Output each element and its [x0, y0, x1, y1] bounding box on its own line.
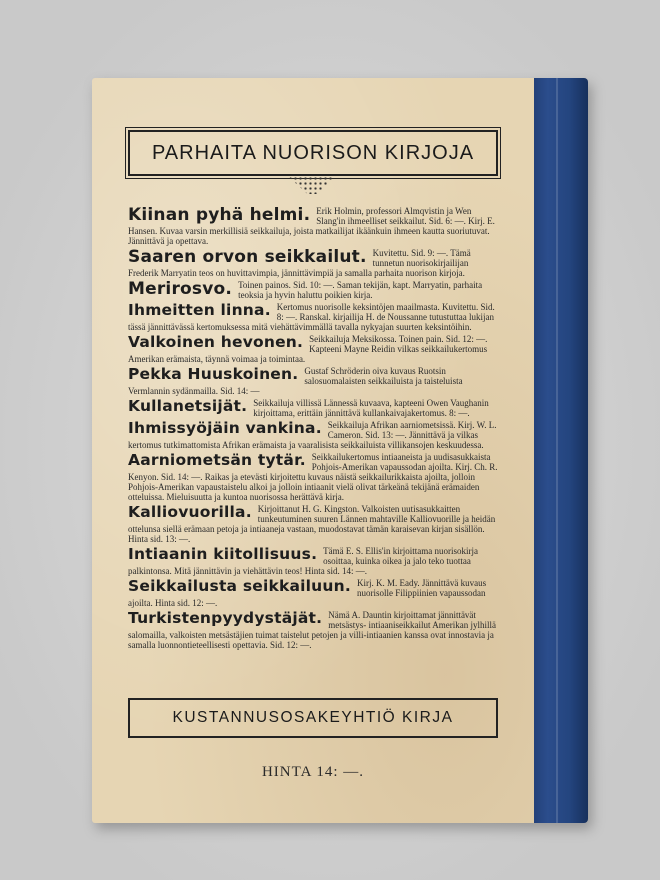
- book-title: Saaren orvon seikkailut.: [128, 247, 367, 267]
- book-description: Erik Holmin, professori Almqvistin ja Wen Slang'in ihmeelliset seikkailut. Sid. 6: —. Kirj. E. Hansen. Kuvaa varsin merkillisiä seikkailuja, joista matkailijat ikäänkuin ihmeen kautta suoriutuvat. Jännittävä ja opettava.: [128, 206, 495, 246]
- book-entry: [128, 334, 498, 364]
- book-entry: [128, 504, 498, 544]
- book-entry: [128, 452, 498, 502]
- book-description: Toinen painos. Sid. 10: —. Saman tekijän, kapt. Marryatin, parhaita teoksia ja hyvin haluttu poikien kirja.: [238, 280, 483, 300]
- book-title: Merirosvo.: [128, 279, 233, 299]
- back-cover: [92, 78, 534, 823]
- book-entry: [128, 302, 498, 332]
- book-entry: [128, 248, 498, 278]
- book-entry: [128, 610, 498, 650]
- publisher-frame: [128, 698, 498, 738]
- book-description: Kirjoittanut H. G. Kingston. Valkoisten uutisasukkaitten tunkeutuminen suuren Lännen mahtaville Kalliovuorille ja heidän ottelunsa siellä erämaan petoja ja intiaaneja vastaan, muodostavat tämän karaisevan kirjan sisällön. Hinta sid. 13: —.: [128, 504, 496, 544]
- book-title: Kalliovuorilla.: [128, 503, 252, 521]
- book-title: Seikkailusta seikkailuun.: [128, 577, 351, 595]
- dot-ornament: [288, 176, 336, 194]
- book-entry: [128, 280, 498, 300]
- book-list: [128, 206, 498, 652]
- book-entry: [128, 546, 498, 576]
- book-description: Nämä A. Dauntin kirjoittamat jännittävät metsästys- intiaaniseikkailut Amerikan jylhillä salomailla, valkoisten metsästäjien tuimat taistelut petojen ja villi-intiaanien kanssa ovat innostavia ja samalla luonnontieteellisesti opettavia. Sid. 12: —.: [128, 610, 496, 650]
- book-title: Intiaanin kiitollisuus.: [128, 545, 318, 563]
- book-entry: [128, 398, 498, 418]
- book: [92, 78, 588, 823]
- header-title: PARHAITA NUORISON KIRJOJA: [151, 141, 475, 164]
- book-title: Pekka Huuskoinen.: [128, 365, 299, 383]
- book-title: Ihmeitten linna.: [128, 301, 271, 319]
- book-description: Seikkailuja Afrikan aarniometsissä. Kirj. W. L. Cameron. Sid. 13: —. Jännittävä ja vilkas kertomus tutkimattomista Afrikan erämaista ja vaaralisista seikkailuista villikansojen keskuudessa.: [128, 420, 497, 450]
- book-description: Seikkailuja villissä Lännessä kuvaava, kapteeni Owen Vaughanin kirjoittama, erittäin jännittävä kullankaivajakertomus. 8: —.: [253, 398, 489, 418]
- book-spine: [526, 78, 588, 823]
- book-title: Valkoinen hevonen.: [128, 333, 304, 351]
- book-description: Kirj. K. M. Eady. Jännittävä kuvaus nuorisolle Filippiinien vapaussodan ajoilta. Hinta sid. 12: —.: [128, 578, 487, 608]
- publisher-name: KUSTANNUSOSAKEYHTIÖ KIRJA: [172, 709, 454, 726]
- book-description: Tämä E. S. Ellis'in kirjoittama nuorisokirja osoittaa, kuinka oikea ja jalo teko tuottaa palkintonsa. Mitä jännittävin ja viehättävin teos! Hinta sid. 14: —.: [128, 546, 479, 576]
- book-description: Kertomus nuorisolle keksintöjen maailmasta. Kuvitettu. Sid. 8: —. Ranskal. kirjailija H. de Noussanne tutustuttaa lukijan tässä jännittävässä kertomuksessa mitä viehättävimmällä tavalla nykyajan suurten keksintöihin.: [128, 302, 495, 332]
- book-title: Kiinan pyhä helmi.: [128, 205, 311, 225]
- book-entry: [128, 206, 498, 246]
- book-title: Aarniometsän tytär.: [128, 451, 306, 469]
- price-label: HINTA 14: —.: [261, 764, 365, 780]
- book-entry: [128, 578, 498, 608]
- book-description: Gustaf Schröderin oiva kuvaus Ruotsin salosuomalaisten seikkailuista ja taisteluista Vermlannin sydänmailla. Sid. 14: —: [128, 366, 463, 396]
- book-title: Ihmissyöjäin vankina.: [128, 419, 322, 437]
- book-description: Seikkailukertomus intiaaneista ja uudisasukkaista Pohjois-Amerikan vapaussodan ajoilta. Kirj. Ch. R. Kenyon. Sid. 14: —. Raikas ja etevästi kirjoitettu kuvaus näistä seikkailurikkaista ajoilta, jolloin Pohjois-Amerikan vapaustaistelu alkoi ja jolloin intiaanit vielä olivat tärkeänä tekijänä erämaiden otteluissa. Mieluisuutta ja kuntoa nuorisossa herättävä kirja.: [128, 452, 498, 502]
- book-description: Seikkailuja Meksikossa. Toinen pain. Sid. 12: —. Kapteeni Mayne Reidin vilkas seikkailukertomus Amerikan erämaista, täynnä voimaa ja toimintaa.: [128, 334, 488, 364]
- header-frame: [128, 130, 498, 176]
- book-entry: [128, 366, 498, 396]
- book-title: Kullanetsijät.: [128, 397, 248, 415]
- book-title: Turkistenpyydystäjät.: [128, 609, 323, 627]
- book-entry: [128, 420, 498, 450]
- book-description: Kuvitettu. Sid. 9: —. Tämä tunnetun nuorisokirjailijan Frederik Marryatin teos on huvittavimpia, jännittävimpiä ja samalla parhaita nuorison kirjoja.: [128, 248, 471, 278]
